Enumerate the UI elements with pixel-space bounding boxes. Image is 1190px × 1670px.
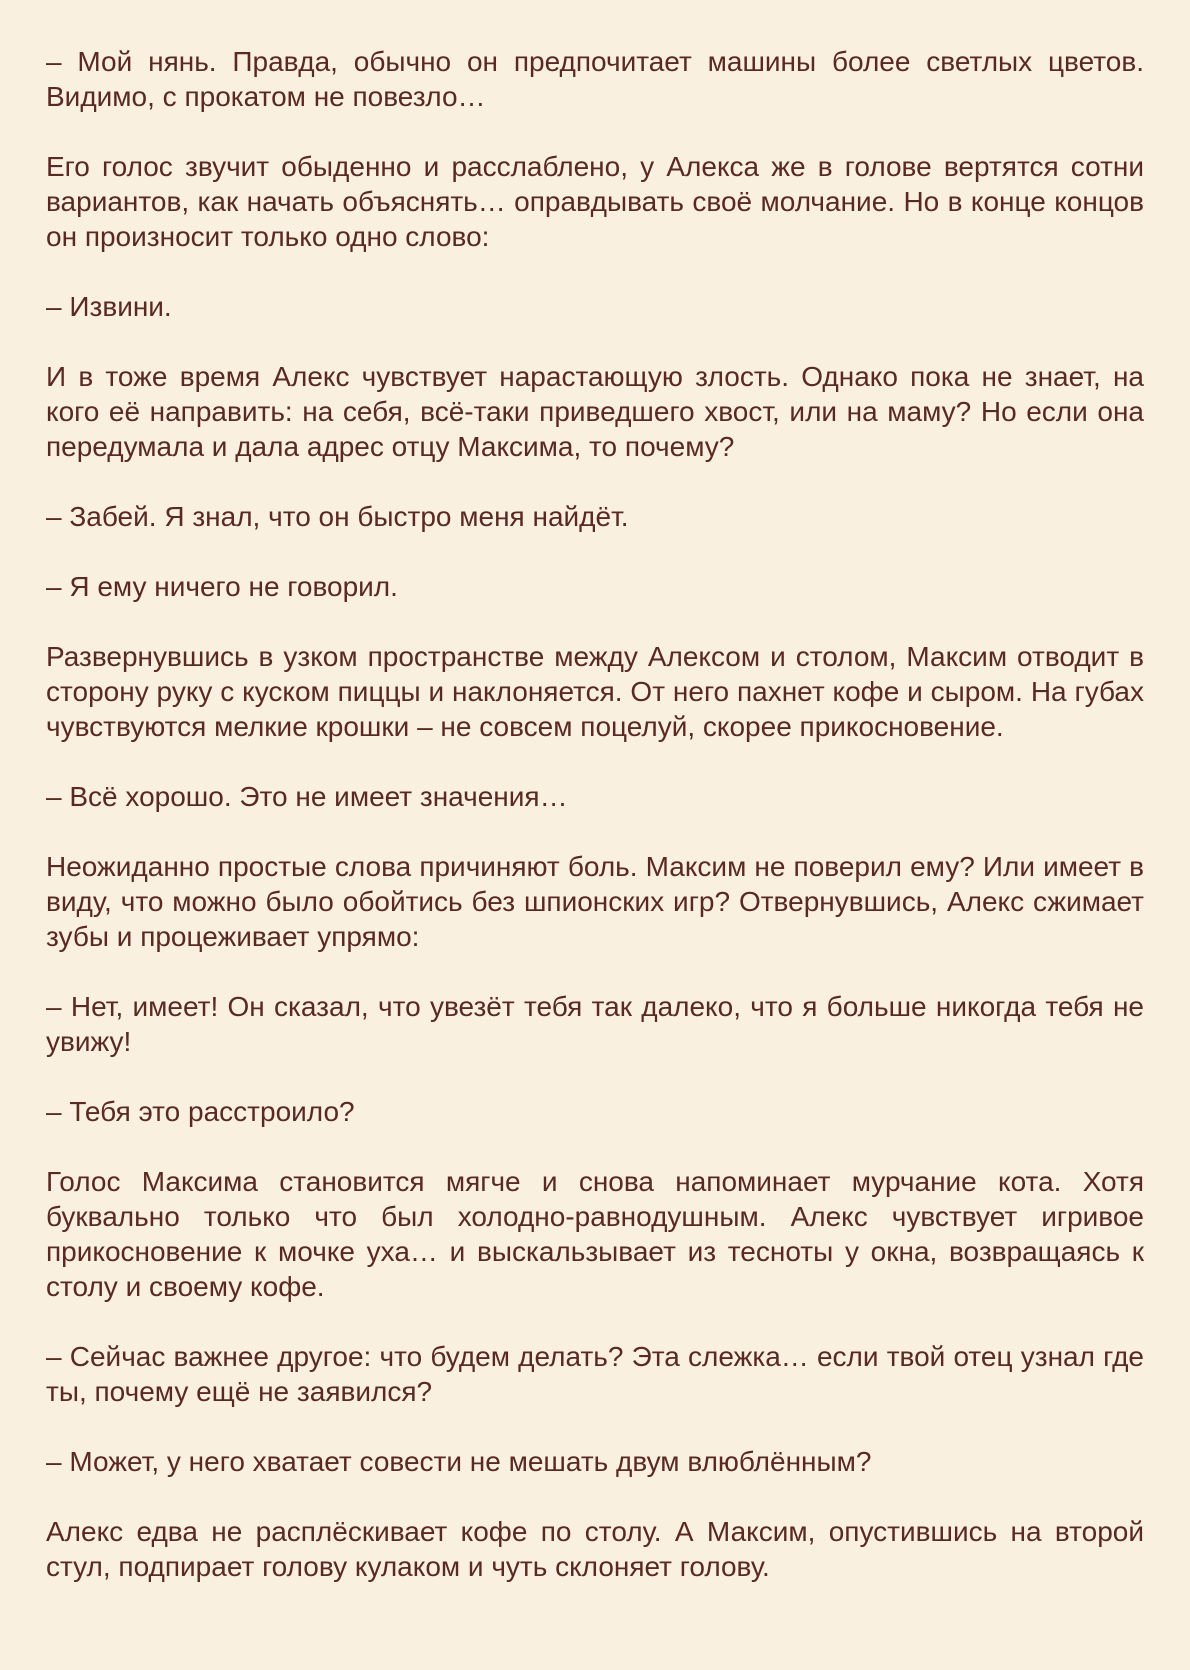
paragraph: – Забей. Я знал, что он быстро меня найдёт. [46,501,629,532]
paragraph: Неожиданно простые слова причиняют боль. Максим не поверил ему? Или имеет в виду, что можно было обойтись без шпионских игр? Отвернувшись, Алекс сжимает зубы и процеживает упрямо: [46,851,1144,952]
paragraph: Развернувшись в узком пространстве между Алексом и столом, Максим отводит в сторону руку с куском пиццы и наклоняется. От него пахнет кофе и сыром. На губах чувствуются мелкие крошки – не совсем поцелуй, скорее прикосновение. [46,641,1144,742]
paragraph: – Мой нянь. Правда, обычно он предпочитает машины более светлых цветов. Видимо, с прокатом не повезло… [46,46,1144,112]
paragraph: – Я ему ничего не говорил. [46,571,398,602]
paragraph: Алекс едва не расплёскивает кофе по столу. А Максим, опустившись на второй стул, подпирает голову кулаком и чуть склоняет голову. [46,1516,1144,1582]
paragraph: – Нет, имеет! Он сказал, что увезёт тебя так далеко, что я больше никогда тебя не увижу! [46,991,1144,1057]
paragraph: – Всё хорошо. Это не имеет значения… [46,781,568,812]
paragraph: – Извини. [46,291,172,322]
paragraph: – Сейчас важнее другое: что будем делать? Эта слежка… если твой отец узнал где ты, почему ещё не заявился? [46,1341,1144,1407]
paragraph: Его голос звучит обыденно и расслаблено, у Алекса же в голове вертятся сотни вариантов, как начать объяснять… оправдывать своё молчание. Но в конце концов он произносит только одно слово: [46,151,1144,252]
paragraph: Голос Максима становится мягче и снова напоминает мурчание кота. Хотя буквально только что был холодно-равнодушным. Алекс чувствует игривое прикосновение к мочке уха… и выскальзывает из тесноты у окна, возвращаясь к столу и своему кофе. [46,1166,1144,1302]
paragraph: И в тоже время Алекс чувствует нарастающую злость. Однако пока не знает, на кого её направить: на себя, всё-таки приведшего хвост, или на маму? Но если она передумала и дала адрес отцу Максима, то почему? [46,361,1144,462]
paragraph: – Тебя это расстроило? [46,1096,355,1127]
paragraph: – Может, у него хватает совести не мешать двум влюблённым? [46,1446,872,1477]
